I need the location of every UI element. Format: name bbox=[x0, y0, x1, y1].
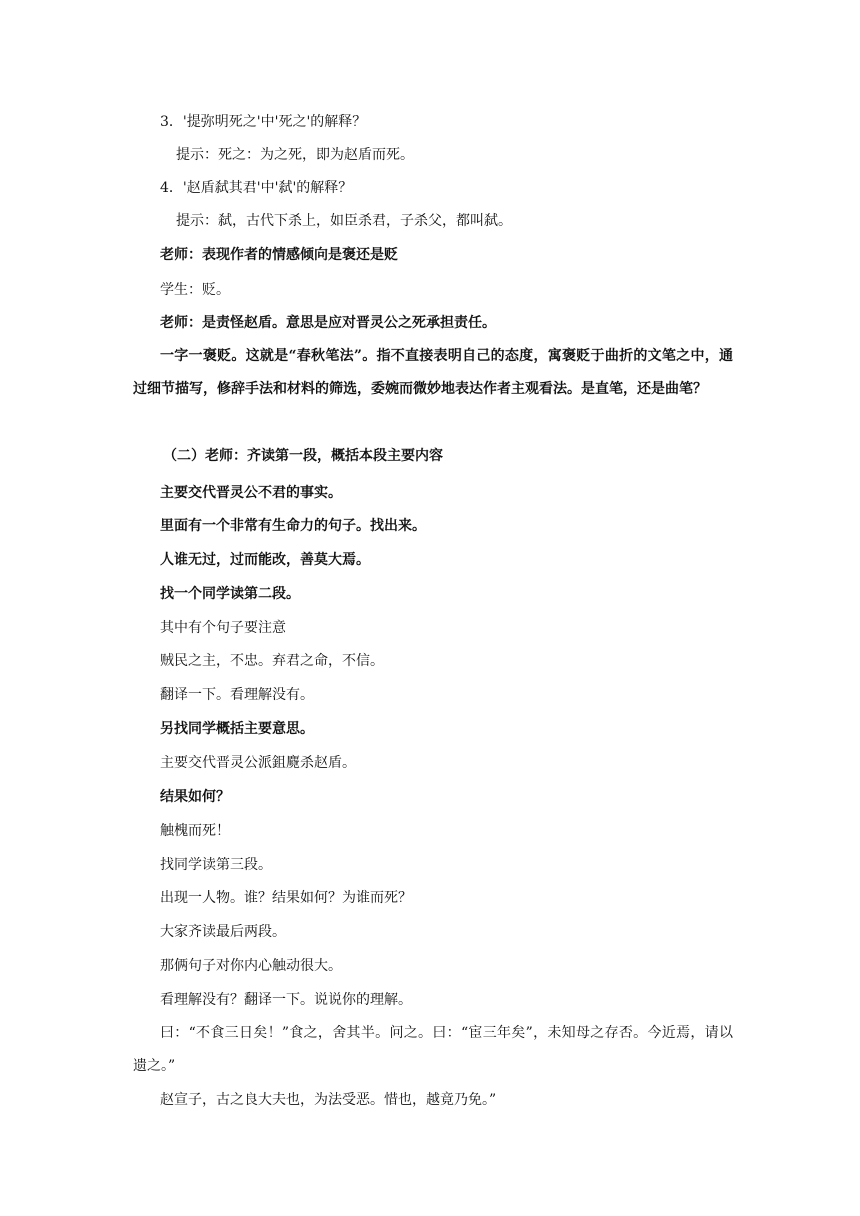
text-line: 大家齐读最后两段。 bbox=[160, 924, 286, 940]
text-line: 翻译一下。看理解没有。 bbox=[160, 687, 314, 703]
teacher-line-1: 老师：表现作者的情感倾向是褒还是贬 bbox=[160, 247, 398, 263]
quote-paragraph-1: 曰：“不食三日矣！”食之，舍其半。问之。曰：“宦三年矣”，未知母之存否。今近焉，请以遗之。” bbox=[133, 1025, 733, 1074]
teacher-line-2: 老师：是责怪赵盾。意思是应对晋灵公之死承担责任。 bbox=[160, 315, 496, 331]
paragraph-chunqiu-bifa: 一字一褒贬。这就是“春秋笔法”。指不直接表明自己的态度，寓褒贬于曲折的文笔之中，通过细节描写，修辞手法和材料的筛选，委婉而微妙地表达作者主观看法。是直笔，还是曲笔？ bbox=[133, 348, 733, 397]
text-line: 找一个同学读第二段。 bbox=[160, 586, 300, 602]
text-line: 主要交代晋灵公派鉏麑杀赵盾。 bbox=[160, 755, 356, 771]
text-line: 找同学读第三段。 bbox=[160, 857, 272, 873]
question-4: 4．'赵盾弑其君'中'弑'的解释？ bbox=[160, 180, 353, 196]
text-line: 里面有一个非常有生命力的句子。找出来。 bbox=[160, 518, 426, 534]
quote-paragraph-2: 赵宣子，古之良大夫也，为法受恶。惜也，越竟乃免。” bbox=[160, 1092, 497, 1108]
text-line: 贼民之主，不忠。弃君之命，不信。 bbox=[160, 653, 384, 669]
text-line: 那俩句子对你内心触动很大。 bbox=[160, 958, 342, 974]
hint-3: 提示：死之：为之死，即为赵盾而死。 bbox=[176, 147, 414, 163]
section-2-heading: （二）老师：齐读第一段，概括本段主要内容 bbox=[163, 448, 443, 464]
text-line: 另找同学概括主要意思。 bbox=[160, 721, 314, 737]
question-3: 3．'提弥明死之'中'死之'的解释？ bbox=[160, 114, 367, 130]
hint-4: 提示：弑，古代下杀上，如臣杀君，子杀父，都叫弑。 bbox=[176, 213, 512, 229]
text-line: 看理解没有？翻译一下。说说你的理解。 bbox=[160, 992, 412, 1008]
text-line: 主要交代晋灵公不君的事实。 bbox=[160, 485, 342, 501]
text-line: 结果如何？ bbox=[160, 789, 230, 805]
text-line: 人谁无过，过而能改，善莫大焉。 bbox=[160, 552, 370, 568]
text-line: 触槐而死！ bbox=[160, 823, 230, 839]
student-line-1: 学生：贬。 bbox=[160, 282, 230, 298]
text-line: 出现一人物。谁？结果如何？为谁而死？ bbox=[160, 890, 412, 906]
text-line: 其中有个句子要注意 bbox=[160, 620, 286, 636]
